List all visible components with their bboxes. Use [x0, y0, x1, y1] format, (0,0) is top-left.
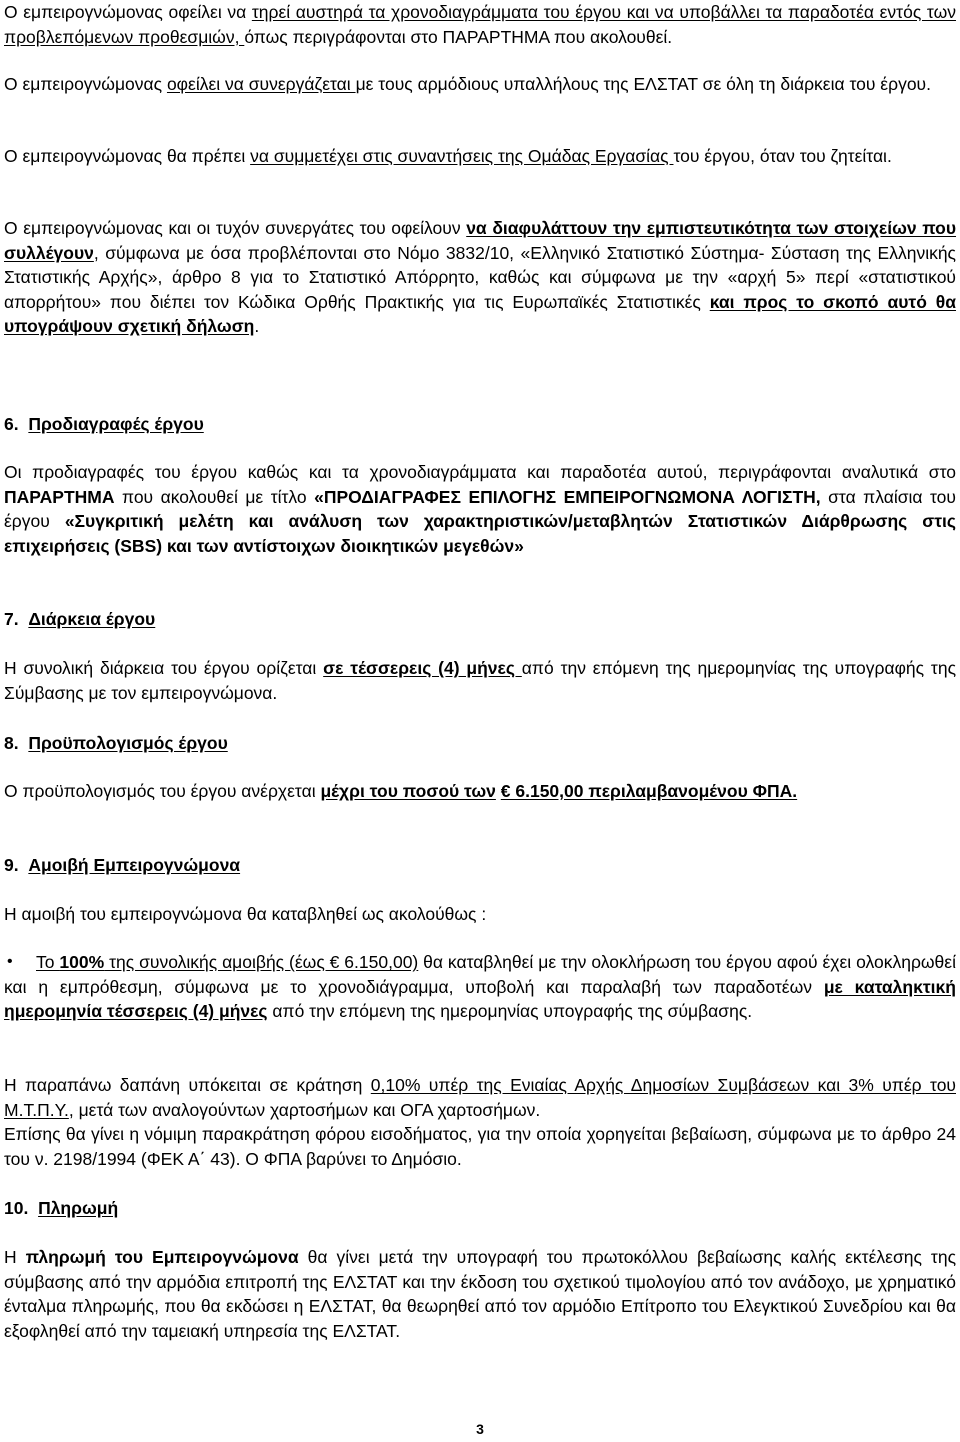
text: του έργου, όταν του ζητείται. — [673, 146, 892, 166]
section-title: Διάρκεια έργου — [28, 609, 156, 629]
section-number: 8. — [4, 733, 19, 753]
underlined-text: οφείλει να συνεργάζεται — [166, 74, 356, 94]
text: Ο εμπειρογνώμονας και οι τυχόν συνεργάτες του οφείλουν — [4, 218, 467, 238]
bold-underlined-text: € 6.150,00 περιλαμβανομένου ΦΠΑ. — [500, 781, 798, 801]
paragraph-duration — [4, 656, 956, 705]
paragraph-meetings — [4, 144, 956, 169]
text: με τους αρμόδιους υπαλλήλους της ΕΛΣΤΑΤ σε όλη τη διάρκεια του έργου. — [355, 74, 931, 94]
section-number: 6. — [4, 414, 19, 434]
text: θα γίνει μετά την υπογραφή του πρωτοκόλλου βεβαίωσης καλής εκτέλεσης της σύμβασης από την αρμόδια επιτροπή της ΕΛΣΤΑΤ και την έκδοση του σχετικού τιμολογίου από τον ανάδοχο, με χρηματικό ένταλμα πληρωμής, που θα εκδώσει η ΕΛΣΤΑΤ, θα θεωρηθεί από τον αρμόδιο Επίτροπο του Ελεγκτικού Συνεδρίου και θα εξοφληθεί από την ταμειακή υπηρεσία της ΕΛΣΤΑΤ. — [4, 1247, 957, 1341]
bold-underlined-text: να διαφυλάττουν την εμπιστευτικότητα των στοιχείων που συλλέγουν — [4, 218, 957, 263]
bold-underlined-text: 100% — [59, 952, 105, 972]
text: Η παραπάνω δαπάνη υπόκειται σε κράτηση — [4, 1075, 371, 1095]
text: , σύμφωνα με όσα προβλέπονται στο Νόμο 3832/10, «Ελληνικό Στατιστικό Σύστημα- Σύσταση της Ελληνικής Στατιστικής Αρχής», άρθρο 8 για το Στατιστικό Απόρρητο, καθώς και σύμφωνα με την «αρχή 5» περί «στατιστικού απορρήτου» που διέπει τον Κώδικα Ορθής Πρακτικής για τις Ευρωπαϊκές Στατιστικές — [4, 242, 956, 312]
section-number: 10. — [4, 1198, 29, 1218]
paragraph-withholdings — [4, 1073, 956, 1122]
underlined-text: να συμμετέχει στις συναντήσεις της Ομάδας Εργασίας — [250, 146, 674, 166]
text: από την επόμενη της ημερομηνίας υπογραφής της σύμβασης. — [267, 1001, 753, 1021]
section-heading-payment — [4, 1196, 118, 1221]
paragraph-deadlines — [4, 0, 956, 49]
text: θα καταβληθεί με την ολοκλήρωση του έργου αφού έχει ολοκληρωθεί και η εμπρόθεσμη, σύμφωνα με το χρονοδιάγραμμα, υποβολή και παραλαβή των παραδοτέων — [4, 952, 956, 997]
bold-underlined-text: μέχρι του ποσού των — [320, 781, 496, 801]
paragraph-fee-intro: Η αμοιβή του εμπειρογνώμονα θα καταβληθεί ως ακολούθως : — [4, 904, 487, 924]
text: Η συνολική διάρκεια του έργου ορίζεται — [4, 658, 324, 678]
paragraph-income-tax: Επίσης θα γίνει η νόμιμη παρακράτηση φόρου εισοδήματος, για την οποία χορηγείται βεβαίωση, σύμφωνα με το άρθρο 24 του ν. 2198/1994 (ΦΕΚ Α΄ 43). Ο ΦΠΑ βαρύνει το Δημόσιο. — [4, 1124, 956, 1169]
bullet-icon: • — [7, 953, 13, 970]
text: . — [254, 316, 260, 336]
paragraph-specifications — [4, 460, 956, 558]
text: Ο εμπειρογνώμονας οφείλει να — [4, 2, 252, 22]
bold-text: «Συγκριτική μελέτη και ανάλυση των χαρακτηριστικών/μεταβλητών Στατιστικών Διάρθρωσης στις επιχειρήσεις (SBS) και των αντίστοιχων διοικητικών μεγεθών» — [4, 511, 957, 556]
text: στα πλαίσια του έργου — [4, 486, 956, 531]
text: Η — [4, 1247, 26, 1267]
underlined-text: της συνολικής αμοιβής (έως € 6.150,00) — [104, 952, 419, 972]
section-heading-fee — [4, 853, 240, 878]
underlined-text: Το — [36, 952, 60, 972]
text: Ο εμπειρογνώμονας θα πρέπει — [4, 146, 251, 166]
text: Ο προϋπολογισμός του έργου ανέρχεται — [4, 781, 321, 801]
paragraph-payment — [4, 1245, 956, 1343]
section-heading-budget — [4, 731, 228, 756]
section-title: Προδιαγραφές έργου — [28, 414, 204, 434]
section-title: Πληρωμή — [38, 1198, 119, 1218]
bold-underlined-text: με καταληκτική ημερομηνία τέσσερεις (4) μήνες — [4, 976, 956, 1021]
section-heading-duration — [4, 607, 155, 632]
text: από την επόμενη της ημερομηνίας της υπογραφής της Σύμβασης με τον εμπειρογνώμονα. — [4, 658, 957, 703]
section-title: Προϋπολογισμός έργου — [28, 733, 228, 753]
section-heading-specifications — [4, 412, 204, 437]
text: Οι προδιαγραφές του έργου καθώς και τα χρονοδιαγράμματα και παραδοτέα αυτού, περιγράφονται αναλυτικά στο — [4, 462, 956, 482]
bold-underlined-text: σε τέσσερεις (4) μήνες — [323, 658, 522, 678]
bold-text: πληρωμή του Εμπειρογνώμονα — [25, 1247, 299, 1267]
paragraph-fee-terms — [4, 950, 956, 1024]
underlined-text: 0,10% υπέρ της Ενιαίας Αρχής Δημοσίων Συμβάσεων και 3% υπέρ του Μ.Τ.Π.Υ. — [4, 1075, 956, 1120]
list-item-fee-payment — [4, 950, 956, 1024]
section-number: 9. — [4, 855, 19, 875]
section-number: 7. — [4, 609, 19, 629]
paragraph-confidentiality — [4, 216, 956, 339]
text: , μετά των αναλογούντων χαρτοσήμων και ΟΓΑ χαρτοσήμων. — [68, 1099, 541, 1120]
text: όπως περιγράφονται στο ΠΑΡΑΡΤΗΜΑ που ακολουθεί. — [244, 26, 673, 47]
text: Ο εμπειρογνώμονας — [4, 74, 167, 94]
paragraph-budget — [4, 779, 956, 804]
bold-text: «ΠΡΟΔΙΑΓΡΑΦΕΣ ΕΠΙΛΟΓΗΣ ΕΜΠΕΙΡΟΓΝΩΜΟΝΑ ΛΟΓΙΣΤΗ, — [314, 486, 821, 507]
underlined-text: τηρεί αυστηρά τα χρονοδιαγράμματα του έργου και να υποβάλλει τα παραδοτέα εντός των προβλεπόμενων προθεσμιών, — [4, 2, 956, 47]
bold-text: ΠΑΡΑΡΤΗΜΑ — [4, 486, 115, 507]
bold-underlined-text: και προς το σκοπό αυτό θα υπογράψουν σχετική δήλωση — [4, 291, 956, 336]
page-number: 3 — [476, 1421, 484, 1437]
section-title: Αμοιβή Εμπειρογνώμονα — [28, 855, 241, 875]
paragraph-cooperation — [4, 72, 956, 97]
text: που ακολουθεί με τίτλο — [114, 486, 315, 507]
